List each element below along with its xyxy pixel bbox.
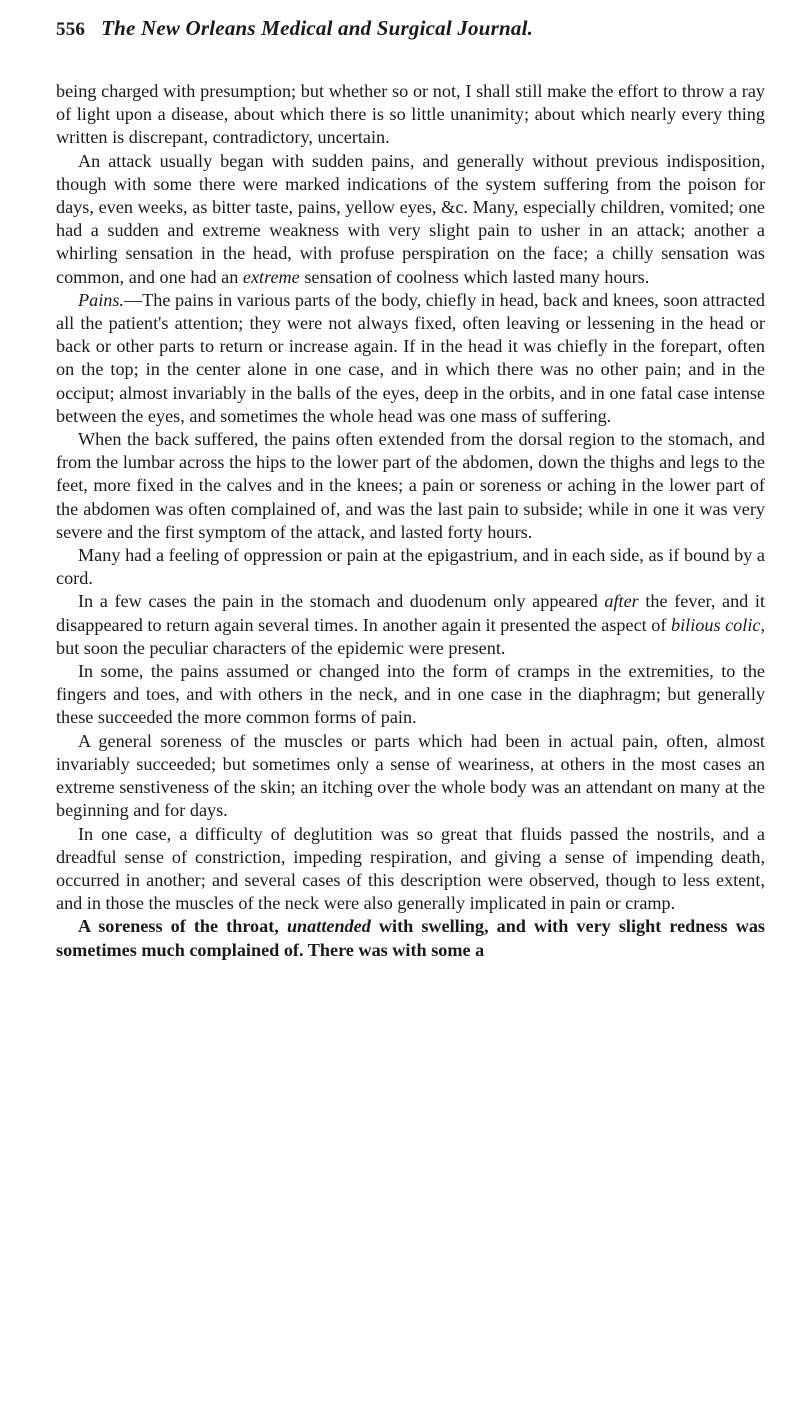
page-number: 556 <box>56 19 86 40</box>
emphasis-extreme: extreme <box>242 266 300 287</box>
paragraph-7: In some, the pains assumed or changed into the form of cramps in the extremities, to the fingers and toes, and with others in the neck, and in one case in the diaphragm; but generally these succeeded the more common forms of pain. <box>56 661 765 728</box>
paragraph-2: An attack usually began with sudden pains, and generally without previous indisposition, though with some there were marked indications of the system suffering from the poison for days, even weeks, as bitter taste, pains, yellow eyes, &c. Many, especially children, vomited; one had a sudden and extreme weakness with very slight pain to usher in an attack; another a whirling sensation in the head, with profuse perspiration on the face; a chilly sensation was common, and one had an extreme sensation of coolness which lasted many hours. <box>56 150 765 287</box>
running-head <box>56 16 765 60</box>
paragraph-4: When the back suffered, the pains often extended from the dorsal region to the stomach, and from the lumbar across the hips to the lower part of the abdomen, down the thighs and legs to the feet, more fixed in the calves and in the knees; a pain or soreness or aching in the lower part of the abdomen was often complained of, and was the last pain to subside; while in one it was very severe and the first symptom of the attack, and lasted forty hours. <box>56 429 765 542</box>
paragraph-6: In a few cases the pain in the stomach and duodenum only appeared after the fever, and it disappeared to return again several times. In another again it presented the aspect of bilious colic, but soon the peculiar characters of the epidemic were present. <box>56 591 766 658</box>
journal-title: The New Orleans Medical and Surgical Journal. <box>101 16 534 40</box>
paragraph-8: A general soreness of the muscles or parts which had been in actual pain, often, almost invariably succeeded; but sometimes only a sense of weariness, at others in the most cases an extreme senstiveness of the skin; an itching over the whole body was an attendant on many at the beginning and for days. <box>56 730 765 821</box>
paragraph-10: A soreness of the throat, unattended with swelling, and with very slight redness was sometimes much complained of. There was with some a <box>56 916 766 960</box>
emphasis-after: after <box>604 591 639 612</box>
article-body <box>56 80 765 962</box>
paragraph-5: Many had a feeling of oppression or pain at the epigastrium, and in each side, as if bound by a cord. <box>56 545 765 589</box>
section-lead-pains: Pains. <box>78 289 124 310</box>
emphasis-unattended: unattended <box>286 916 371 937</box>
paragraph-1: being charged with presumption; but whether so or not, I shall still make the effort to throw a ray of light upon a disease, about which there is so little unanimity; about which nearly every thing written is discrepant, contradictory, uncertain. <box>56 81 765 148</box>
paragraph-pains: Pains.—The pains in various parts of the body, chiefly in head, back and knees, soon attracted all the patient's attention; they were not always fixed, often leaving or lessening in the head or back or other parts to return or increase again. If in the head it was chiefly in the forepart, often on the top; in the center alone in one case, and in which there was no other pain; and in the occiput; almost invariably in the balls of the eyes, deep in the orbits, and in one fatal case intense between the eyes, and sometimes the whole head was one mass of suffering. <box>56 289 765 426</box>
paragraph-9: In one case, a difficulty of deglutition was so great that fluids passed the nostrils, and a dreadful sense of constriction, impeding respiration, and giving a sense of impending death, occurred in another; and several cases of this description were observed, though to less extent, and in those the muscles of the neck were also generally implicated in pain or cramp. <box>56 823 765 914</box>
emphasis-bilious-colic: bilious colic, <box>671 614 766 635</box>
